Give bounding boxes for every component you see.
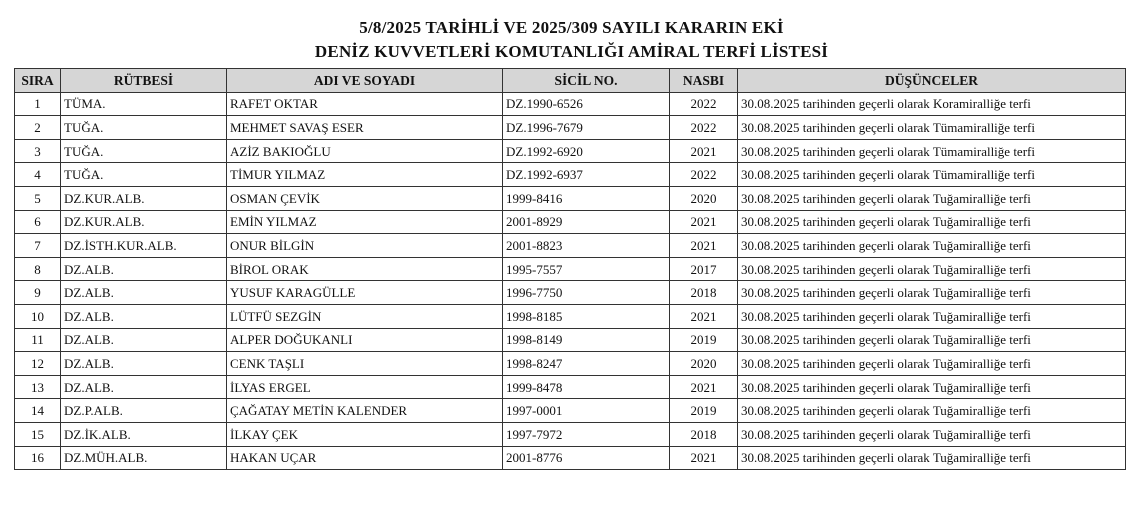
cell-rutbe: TUĞA. (61, 139, 227, 163)
table-row (15, 375, 1126, 399)
cell-sira: 3 (15, 139, 61, 163)
cell-sicil-no: DZ.1990-6526 (503, 92, 670, 116)
cell-sira: 12 (15, 352, 61, 376)
cell-ad-soyad: CENK TAŞLI (227, 352, 503, 376)
cell-dusunceler: 30.08.2025 tarihinden geçerli olarak Tuğamiralliğe terfi (738, 304, 1126, 328)
cell-sira: 1 (15, 92, 61, 116)
cell-rutbe: DZ.ALB. (61, 352, 227, 376)
cell-sicil-no: 2001-8929 (503, 210, 670, 234)
cell-dusunceler: 30.08.2025 tarihinden geçerli olarak Tuğamiralliğe terfi (738, 375, 1126, 399)
table-row (15, 304, 1126, 328)
cell-nasbi: 2021 (670, 234, 738, 258)
cell-sicil-no: 1996-7750 (503, 281, 670, 305)
cell-sicil-no: 1995-7557 (503, 257, 670, 281)
cell-sira: 5 (15, 186, 61, 210)
table-row (15, 210, 1126, 234)
cell-nasbi: 2019 (670, 328, 738, 352)
promotion-list-table (14, 68, 1126, 470)
cell-nasbi: 2022 (670, 116, 738, 140)
table-row (15, 116, 1126, 140)
table-row (15, 281, 1126, 305)
cell-ad-soyad: ÇAĞATAY METİN KALENDER (227, 399, 503, 423)
table-row (15, 186, 1126, 210)
cell-rutbe: TUĞA. (61, 163, 227, 187)
cell-ad-soyad: BİROL ORAK (227, 257, 503, 281)
table-row (15, 446, 1126, 470)
cell-ad-soyad: OSMAN ÇEVİK (227, 186, 503, 210)
cell-sicil-no: 1999-8416 (503, 186, 670, 210)
cell-rutbe: DZ.ALB. (61, 328, 227, 352)
cell-ad-soyad: ALPER DOĞUKANLI (227, 328, 503, 352)
cell-sira: 4 (15, 163, 61, 187)
column-header-sira: SIRA (15, 69, 61, 93)
cell-nasbi: 2021 (670, 446, 738, 470)
cell-ad-soyad: TİMUR YILMAZ (227, 163, 503, 187)
cell-ad-soyad: LÜTFÜ SEZGİN (227, 304, 503, 328)
table-row (15, 422, 1126, 446)
cell-sira: 13 (15, 375, 61, 399)
cell-ad-soyad: İLKAY ÇEK (227, 422, 503, 446)
cell-nasbi: 2022 (670, 92, 738, 116)
table-row (15, 399, 1126, 423)
cell-nasbi: 2021 (670, 210, 738, 234)
cell-sicil-no: DZ.1996-7679 (503, 116, 670, 140)
column-header-sicil-no: SİCİL NO. (503, 69, 670, 93)
cell-rutbe: DZ.İSTH.KUR.ALB. (61, 234, 227, 258)
cell-sicil-no: 1998-8185 (503, 304, 670, 328)
cell-sicil-no: DZ.1992-6920 (503, 139, 670, 163)
document-title-line-2: DENİZ KUVVETLERİ KOMUTANLIĞI AMİRAL TERFİ LİSTESİ (314, 42, 829, 61)
cell-dusunceler: 30.08.2025 tarihinden geçerli olarak Tümamiralliğe terfi (738, 116, 1126, 140)
cell-nasbi: 2021 (670, 139, 738, 163)
cell-rutbe: DZ.P.ALB. (61, 399, 227, 423)
cell-rutbe: DZ.ALB. (61, 375, 227, 399)
cell-dusunceler: 30.08.2025 tarihinden geçerli olarak Tuğamiralliğe terfi (738, 186, 1126, 210)
cell-sira: 2 (15, 116, 61, 140)
cell-dusunceler: 30.08.2025 tarihinden geçerli olarak Tuğamiralliğe terfi (738, 422, 1126, 446)
cell-rutbe: DZ.ALB. (61, 257, 227, 281)
cell-sicil-no: 2001-8823 (503, 234, 670, 258)
table-row (15, 92, 1126, 116)
table-row (15, 352, 1126, 376)
cell-nasbi: 2022 (670, 163, 738, 187)
cell-dusunceler: 30.08.2025 tarihinden geçerli olarak Tuğamiralliğe terfi (738, 210, 1126, 234)
cell-sicil-no: 1997-7972 (503, 422, 670, 446)
cell-sira: 8 (15, 257, 61, 281)
cell-dusunceler: 30.08.2025 tarihinden geçerli olarak Tuğamiralliğe terfi (738, 234, 1126, 258)
cell-sicil-no: 1999-8478 (503, 375, 670, 399)
cell-rutbe: DZ.İK.ALB. (61, 422, 227, 446)
cell-nasbi: 2020 (670, 352, 738, 376)
cell-ad-soyad: İLYAS ERGEL (227, 375, 503, 399)
document-title-line-1: 5/8/2025 TARİHLİ VE 2025/309 SAYILI KARARIN EKİ (359, 18, 784, 37)
cell-sira: 14 (15, 399, 61, 423)
cell-rutbe: DZ.KUR.ALB. (61, 210, 227, 234)
cell-ad-soyad: AZİZ BAKIOĞLU (227, 139, 503, 163)
cell-sira: 6 (15, 210, 61, 234)
cell-ad-soyad: HAKAN UÇAR (227, 446, 503, 470)
cell-dusunceler: 30.08.2025 tarihinden geçerli olarak Tuğamiralliğe terfi (738, 257, 1126, 281)
table-row (15, 328, 1126, 352)
column-header-ad-soyad: ADI VE SOYADI (227, 69, 503, 93)
cell-nasbi: 2018 (670, 281, 738, 305)
column-header-dusunceler: DÜŞÜNCELER (738, 69, 1126, 93)
table-body (15, 92, 1126, 470)
cell-rutbe: DZ.ALB. (61, 281, 227, 305)
table-row (15, 234, 1126, 258)
column-header-rutbe: RÜTBESİ (61, 69, 227, 93)
cell-sira: 9 (15, 281, 61, 305)
cell-nasbi: 2017 (670, 257, 738, 281)
cell-nasbi: 2018 (670, 422, 738, 446)
table-header-row (15, 69, 1126, 93)
cell-rutbe: DZ.MÜH.ALB. (61, 446, 227, 470)
cell-sicil-no: 1998-8247 (503, 352, 670, 376)
cell-ad-soyad: MEHMET SAVAŞ ESER (227, 116, 503, 140)
cell-dusunceler: 30.08.2025 tarihinden geçerli olarak Tuğamiralliğe terfi (738, 328, 1126, 352)
cell-dusunceler: 30.08.2025 tarihinden geçerli olarak Tuğamiralliğe terfi (738, 446, 1126, 470)
cell-ad-soyad: YUSUF KARAGÜLLE (227, 281, 503, 305)
cell-sira: 15 (15, 422, 61, 446)
cell-dusunceler: 30.08.2025 tarihinden geçerli olarak Koramiralliğe terfi (738, 92, 1126, 116)
column-header-nasbi: NASBI (670, 69, 738, 93)
cell-nasbi: 2021 (670, 304, 738, 328)
cell-dusunceler: 30.08.2025 tarihinden geçerli olarak Tümamiralliğe terfi (738, 139, 1126, 163)
cell-nasbi: 2020 (670, 186, 738, 210)
table-row (15, 139, 1126, 163)
cell-sicil-no: 1997-0001 (503, 399, 670, 423)
cell-dusunceler: 30.08.2025 tarihinden geçerli olarak Tuğamiralliğe terfi (738, 281, 1126, 305)
cell-sira: 11 (15, 328, 61, 352)
cell-ad-soyad: RAFET OKTAR (227, 92, 503, 116)
cell-nasbi: 2019 (670, 399, 738, 423)
cell-rutbe: TUĞA. (61, 116, 227, 140)
cell-sicil-no: DZ.1992-6937 (503, 163, 670, 187)
cell-dusunceler: 30.08.2025 tarihinden geçerli olarak Tuğamiralliğe terfi (738, 352, 1126, 376)
cell-ad-soyad: EMİN YILMAZ (227, 210, 503, 234)
cell-rutbe: TÜMA. (61, 92, 227, 116)
cell-ad-soyad: ONUR BİLGİN (227, 234, 503, 258)
cell-nasbi: 2021 (670, 375, 738, 399)
cell-rutbe: DZ.ALB. (61, 304, 227, 328)
cell-sicil-no: 2001-8776 (503, 446, 670, 470)
table-row (15, 163, 1126, 187)
cell-sicil-no: 1998-8149 (503, 328, 670, 352)
cell-rutbe: DZ.KUR.ALB. (61, 186, 227, 210)
table-row (15, 257, 1126, 281)
cell-sira: 10 (15, 304, 61, 328)
cell-dusunceler: 30.08.2025 tarihinden geçerli olarak Tümamiralliğe terfi (738, 163, 1126, 187)
cell-sira: 7 (15, 234, 61, 258)
cell-dusunceler: 30.08.2025 tarihinden geçerli olarak Tuğamiralliğe terfi (738, 399, 1126, 423)
cell-sira: 16 (15, 446, 61, 470)
